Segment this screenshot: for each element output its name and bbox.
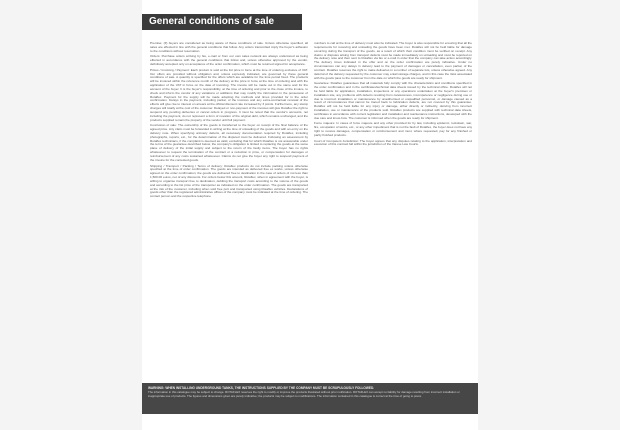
paragraph: Court of Competent Jurisdiction: The buyer agrees that any disputes relating to the application, interpretation and execution of this contract fall within the jurisdiction of the Varese Law Courts. xyxy=(314,138,472,147)
left-column xyxy=(150,42,308,364)
text-columns xyxy=(150,42,472,364)
footer-warning: WARNING: WHEN INSTALLING UNDERGROUND TANKS, THE INSTRUCTIONS SUPPLIED BY THE COMPANY MUST BE SCRUPULOUSLY FOLLOWED. xyxy=(148,386,375,390)
paragraph: Premise: (If) buyers are considered as being aware of these conditions of sale. Unless otherwise specified, all sales are effected in line with the general conditions that follow. Any orders transmitted imply the buyer's adhesion to the conditions without reservation. xyxy=(150,42,308,53)
paragraph: Conclusion of sale: The ownership of the goods is transferred to the buyer on receipt of the final balance of the agreed price. Any claim must be forwarded in writing at the time of unloading of the goods and with an entry on the delivery note. When specifying untimely defects, all necessary documentation required by Rotaflex, including photographs, reports, etc., for the determination of the disputed must be delivered. Following an assessment by Rotaflex technicians, if the complaint is deemed as valid, excluding that for which Rotaflex is not answerable under the terms of the guarantee described below, the company's obligation is limited to replacing the goods at the same place of delivery of the initial supply and subject to the return of the faulty items. The buyer has no rights whatsoever to request the termination of the contract or a reduction in price, or compensation for damages or reimbursement of any costs sustained whatsoever. Claims do not give the buyer any right to suspend payment of the invoice for the contested goods. xyxy=(150,123,308,162)
page-title: General conditions of sale xyxy=(142,14,302,30)
paragraph: Orders: Purchase orders arriving by fax, e-mail or from our own sales network are always understood as being effected in accordance with the general conditions that follow and, unless otherwise approved by the vendor, definitively accepted only on acceptance of the order confirmation, which must be returned signed for acceptance. xyxy=(150,54,308,67)
footer-note: The information in this catalogue may be subject to change. ROTAFLEX reserves the right to modify or improve the products illustrated without prior notification. ROTAFLEX can accept no liability for damage resulting from incorrect installation or inappropriate use of products. The figures and dimensions given are purely indicative; the products may be subject to modifications. The information contained in this catalogue is correct at the time of going to press. xyxy=(148,390,460,398)
paragraph: numbers to call at the time of delivery must also be indicated. The buyer is also responsible for ensuring that all the requirements for receiving and unloading the goods have been met. Rotaflex will not be held liable for damage occurring during the transport of the goods, as a result of which their condition must be verified on receipt. Any claims or disputes arising from transport defects must be made immediately on unloading and must be reported on the delivery note and then sent to Rotaflex via fax or e-mail in order that the company can take action accordingly. The delivery times indicated in the offer and on the order confirmation are purely indicative. Under no circumstances can any delays in delivery lead to the payment of damages or cancellation, even partial, of the contract. Rotaflex reserves the right to make deliveries in a number of separate lots, unless otherwise agreed. Any deferral of the delivery requested by the customer may entail storage charges, and in this case the risks associated with the goods pass to the customer from the date on which the goods are ready for shipment. xyxy=(314,42,472,80)
paragraph: Prices / Invoicing / Payment: Each product is sold at the list price in force at the time of ordering exclusive of VAT. Our offers are provided without obligation and, unless expressly indicated, are governed by these general conditions of sale. A quantity is specified for the offers which are available for the time period fixed. The products will be invoiced within the reference month of the delivery at the price in force at the time of ordering and with the application of the VAT in force on the date of invoicing. The invoice will be made out in the name and for the account of the buyer. It is the buyer's responsibility, at the time of ordering and prior to the close of the invoice, to check and inform the vendor of any variations or additions that may modify the information in the possession of Rotaflex. Payment for the supply will be made adopting the methods and times provided for in the order confirmation. Delays in the payment, including partial, of the invoices and any extra-contractual renewal of the effects will give rise to interest on arrears at the official discount rate increased by 3 points. Furthermore, any stamp charges will totally at the cost of the customer. Delayed or non-payment of the invoices will give Rotaflex the right to suspend any pending deliveries or cancel orders in progress. It must be noted that the vendor's accounts, not including the payment, do not represent a form of novation of the original debt, which remains unchanged, and the products supplied remain the property of the vendor until full payment. xyxy=(150,67,308,122)
footer-notice xyxy=(142,383,478,414)
paragraph: Shipping / Transport / Packing / Terms of delivery: Rotaflex products do not include packing unless otherwise specified at the time of order confirmation. The goods are intended as delivered free ex works, unless otherwise agreed on the order confirmation; the goods are delivered free to destination in the case of orders of not less than 1,500.00 euros, net of any discounts. For orders below this amount, Rotaflex, when in agreement with the buyer, is willing to organise transport free to destination, debiting the transport costs according to the volume of the goods and according to the list price of the transporter as indicated on the order confirmation. The goods are transported at the risk of the customer, including when sold free port and transported using Rotaflex vehicles. Declarations of goods other than the registered administrative offices of the company must be indicated at the time of ordering. The contact person and the respective telephone xyxy=(150,163,308,199)
paragraph: Force majeure: In cases of force majeure and any other provided for by law, including epidemic, lockdown, war, fire, occupation of works, etc., or any other impediment that is not the fault of Rotaflex, the buyer does not have any right to receive damages, compensation or reimbursement and must, where requested, pay for any finished or partly finished products. xyxy=(314,121,472,137)
document-page xyxy=(142,0,478,430)
right-column xyxy=(314,42,472,364)
paragraph: Guarantee: Rotaflex guarantees that all materials fully comply with the characteristics and conditions specified in the order confirmation and in the certificates/technical data sheets issued by the technical office. Rotaflex will not be held liable for application, installation, inspections or any operations undertaken at the buyer's premises or installation site, any problems with defects resulting from carelessness, incompetence or negligence during use or due to incorrect installation or maintenance by unauthorised or unqualified personnel, or damage caused as a result of circumstances that cannot be traced back to fabrication defects, are not covered by this guarantee. Rotaflex will not be held liable for any injury or damage, either directly or indirectly, deriving from incorrect installation, use or maintenance of the products sold. Rotaflex products are supplied with technical data sheets, certificates in accordance with current legislation and installation and maintenance instructions, developed with the due care and know-how. The customer is informed when the goods are ready for shipment. xyxy=(314,81,472,120)
